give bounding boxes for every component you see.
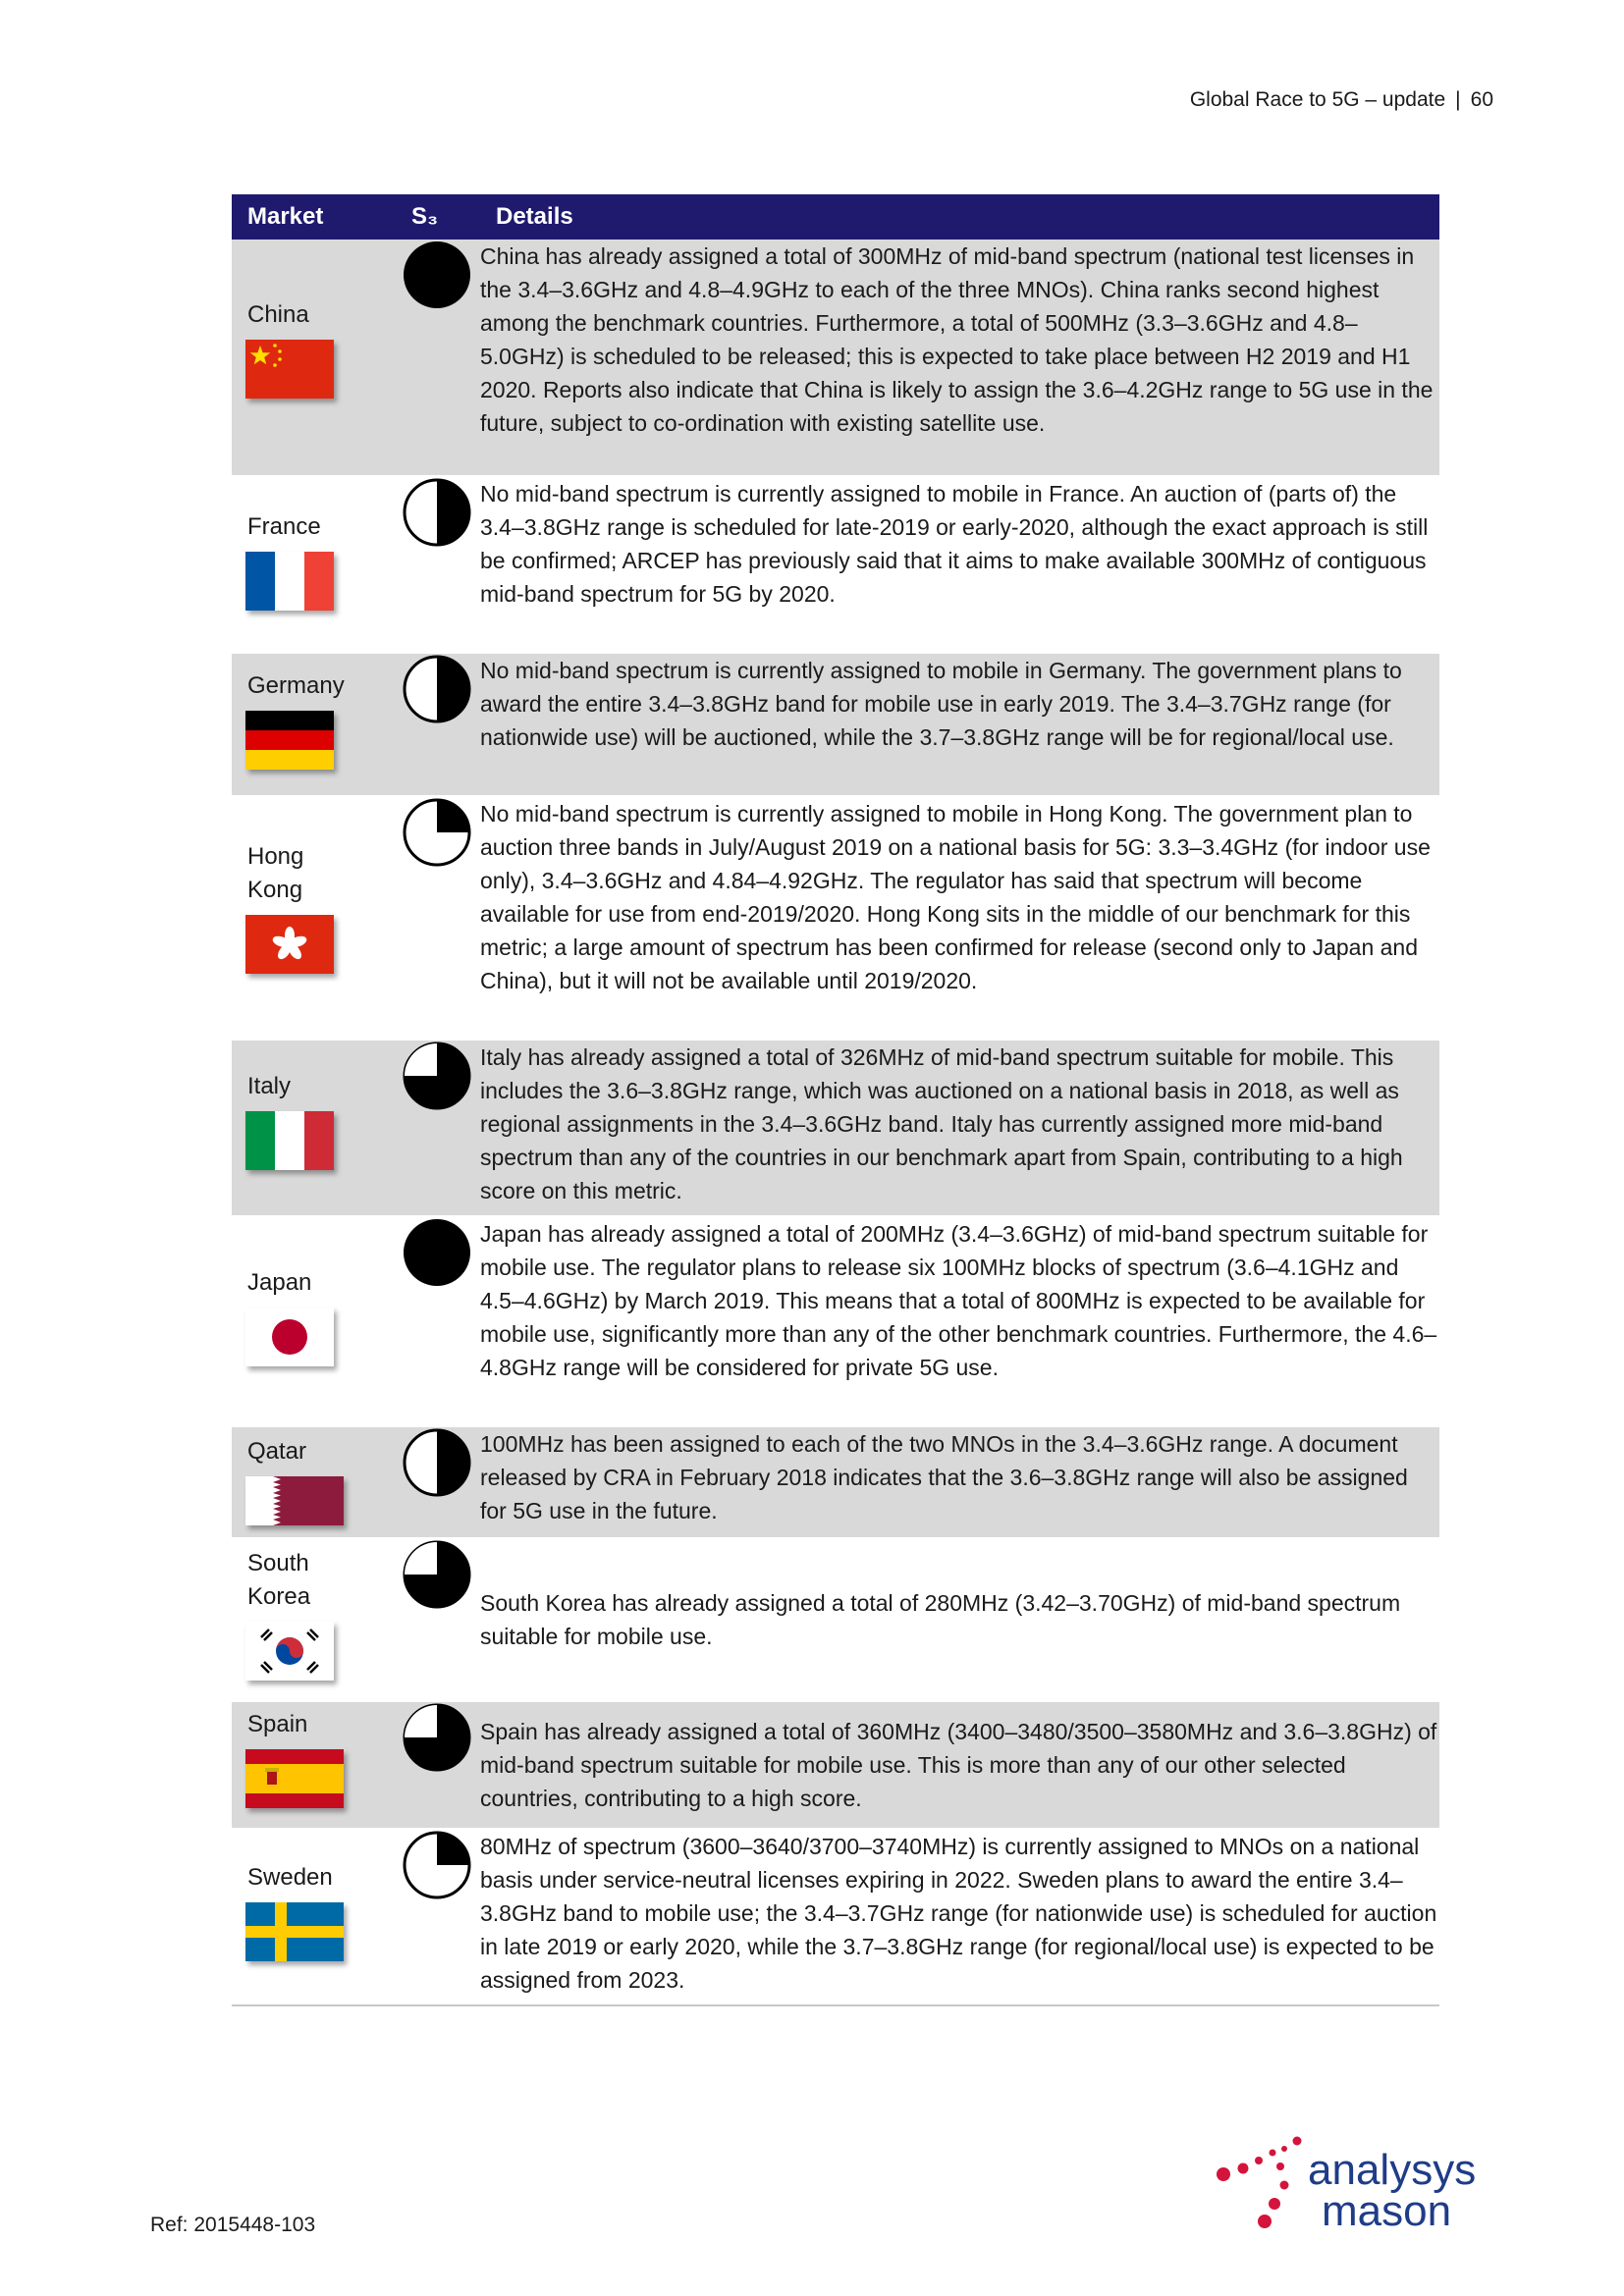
score-cell — [394, 240, 480, 476]
table-row — [232, 1216, 1439, 1426]
document-title: Global Race to 5G – update — [1189, 88, 1446, 111]
table-row — [232, 1538, 1439, 1701]
score-cell — [394, 1040, 480, 1216]
table-header-row — [232, 194, 1439, 240]
details-cell: No mid-band spectrum is currently assigned to mobile in France. An auction of (parts of) the 3.4–3.8GHz range is scheduled for late-2019 or early-2020, although the exact approach is still be confirmed; ARCEP has previously said that it aims to make available 300MHz of contiguous mid-band spectrum for 5G by 2020. — [480, 476, 1439, 653]
score-half-icon — [402, 654, 472, 724]
score-full-icon — [402, 1217, 472, 1288]
market-name: Spain — [247, 1711, 308, 1737]
table-row — [232, 653, 1439, 796]
footer-reference: Ref: 2015448-103 — [150, 2214, 316, 2236]
market-cell — [232, 1040, 394, 1216]
score-cell — [394, 1216, 480, 1426]
score-quarter-icon — [402, 797, 472, 868]
score-cell — [394, 796, 480, 1040]
score-cell — [394, 653, 480, 796]
score-cell — [394, 1829, 480, 2005]
france-flag-icon — [245, 552, 334, 611]
header-separator: | — [1455, 88, 1461, 111]
table-row — [232, 1040, 1439, 1216]
details-cell: 100MHz has been assigned to each of the two MNOs in the 3.4–3.6GHz range. A document released by CRA in February 2018 indicates that the 3.6–3.8GHz range will also be assigned for 5G use in the future. — [480, 1426, 1439, 1538]
score-half-icon — [402, 1427, 472, 1498]
market-name: Sweden — [247, 1864, 333, 1891]
score-full-icon — [402, 240, 472, 310]
table-row — [232, 1829, 1439, 2005]
column-header-details: Details — [480, 194, 1439, 240]
score-three-quarter-icon — [402, 1702, 472, 1773]
details-cell: No mid-band spectrum is currently assigned to mobile in Hong Kong. The government plan to auction three bands in July/August 2019 on a national basis for 5G: 3.3–3.4GHz (for indoor use only), 3.4–3.6GHz and 4.84–4.92GHz. The regulator has said that spectrum will become available for use from end-2019/2020. Hong Kong sits in the middle of our benchmark for this metric; a large amount of spectrum has been confirmed for release (second only to Japan and China), but it will not be available until 2019/2020. — [480, 796, 1439, 1040]
table-row — [232, 796, 1439, 1040]
score-cell — [394, 1538, 480, 1701]
market-cell — [232, 1426, 394, 1538]
spectrum-table — [232, 194, 1439, 2006]
market-name: Hong Kong — [247, 843, 304, 903]
market-cell — [232, 796, 394, 1040]
market-name: Japan — [247, 1269, 312, 1296]
score-cell — [394, 1426, 480, 1538]
market-name: China — [247, 301, 309, 328]
market-name: Qatar — [247, 1438, 307, 1465]
italy-flag-icon — [245, 1111, 334, 1170]
score-half-icon — [402, 477, 472, 548]
qatar-flag-icon — [245, 1476, 344, 1525]
market-name: France — [247, 513, 321, 540]
logo-line2: mason — [1322, 2187, 1452, 2235]
details-cell: South Korea has already assigned a total of 280MHz (3.42–3.70GHz) of mid-band spectrum suitable for mobile use. — [480, 1538, 1439, 1701]
market-cell — [232, 1829, 394, 2005]
details-cell: Italy has already assigned a total of 326MHz of mid-band spectrum suitable for mobile. This includes the 3.6–3.8GHz range, which was auctioned on a national basis in 2018, as well as regional assignments in the 3.4–3.6GHz band. Italy has currently assigned more mid-band spectrum than any of the countries in our benchmark apart from Spain, contributing to a high score on this metric. — [480, 1040, 1439, 1216]
market-cell — [232, 1216, 394, 1426]
market-name: South Korea — [247, 1550, 311, 1610]
market-cell — [232, 1538, 394, 1701]
table-row — [232, 240, 1439, 476]
details-cell: Japan has already assigned a total of 200MHz (3.4–3.6GHz) of mid-band spectrum suitable for mobile use. The regulator plans to release six 100MHz blocks of spectrum (3.6–4.1GHz and 4.5–4.6GHz) by March 2019. This means that a total of 800MHz is expected to be available for mobile use, significantly more than any of the other benchmark countries. Furthermore, the 4.6–4.8GHz range will be considered for private 5G use. — [480, 1216, 1439, 1426]
page-number: 60 — [1470, 88, 1493, 111]
score-cell — [394, 476, 480, 653]
column-header-market: Market — [232, 194, 394, 240]
score-quarter-icon — [402, 1830, 472, 1900]
market-cell — [232, 476, 394, 653]
spain-flag-icon — [245, 1749, 344, 1808]
china-flag-icon — [245, 340, 334, 399]
score-three-quarter-icon — [402, 1041, 472, 1111]
sweden-flag-icon — [245, 1902, 344, 1961]
analysys-mason-logo — [1214, 2131, 1508, 2239]
south-korea-flag-icon — [245, 1622, 334, 1681]
japan-flag-icon — [245, 1308, 334, 1366]
score-three-quarter-icon — [402, 1539, 472, 1610]
market-cell — [232, 1701, 394, 1829]
column-header-score: S₃ — [394, 194, 480, 240]
page-header — [1190, 88, 1493, 112]
market-name: Germany — [247, 672, 345, 699]
market-cell — [232, 653, 394, 796]
hong-kong-flag-icon — [245, 915, 334, 974]
market-name: Italy — [247, 1073, 292, 1099]
details-cell: China has already assigned a total of 300MHz of mid-band spectrum (national test licenses in the 3.4–3.6GHz and 4.8–4.9GHz to each of the three MNOs). China ranks second highest among the benchmark countries. Furthermore, a total of 500MHz (3.3–3.6GHz and 4.8–5.0GHz) is scheduled to be released; this is expected to take place between H2 2019 and H1 2020. Reports also indicate that China is likely to assign the 3.6–4.2GHz range to 5G use in the future, subject to co-ordination with existing satellite use. — [480, 240, 1439, 476]
table-row — [232, 1426, 1439, 1538]
details-cell: No mid-band spectrum is currently assigned to mobile in Germany. The government plans to award the entire 3.4–3.8GHz band for mobile use in early 2019. The 3.4–3.7GHz range (for nationwide use) will be auctioned, while the 3.7–3.8GHz range will be for regional/local use. — [480, 653, 1439, 796]
table-row — [232, 1701, 1439, 1829]
table-row — [232, 476, 1439, 653]
details-cell: 80MHz of spectrum (3600–3640/3700–3740MHz) is currently assigned to MNOs on a national basis under service-neutral licenses expiring in 2022. Sweden plans to award the entire 3.4–3.8GHz band to mobile use; the 3.4–3.7GHz range (for nationwide use) is scheduled for auction in late 2019 or early 2020, while the 3.7–3.8GHz range (for regional/local use) is expected to be assigned from 2023. — [480, 1829, 1439, 2005]
score-cell — [394, 1701, 480, 1829]
market-cell — [232, 240, 394, 476]
logo-dots-icon — [1217, 2137, 1302, 2229]
details-cell: Spain has already assigned a total of 360MHz (3400–3480/3500–3580MHz and 3.6–3.8GHz) of mid-band spectrum suitable for mobile use. This is more than any of our other selected countries, contributing to a high score. — [480, 1701, 1439, 1829]
logo-line1: analysys — [1308, 2146, 1477, 2194]
germany-flag-icon — [245, 711, 334, 770]
